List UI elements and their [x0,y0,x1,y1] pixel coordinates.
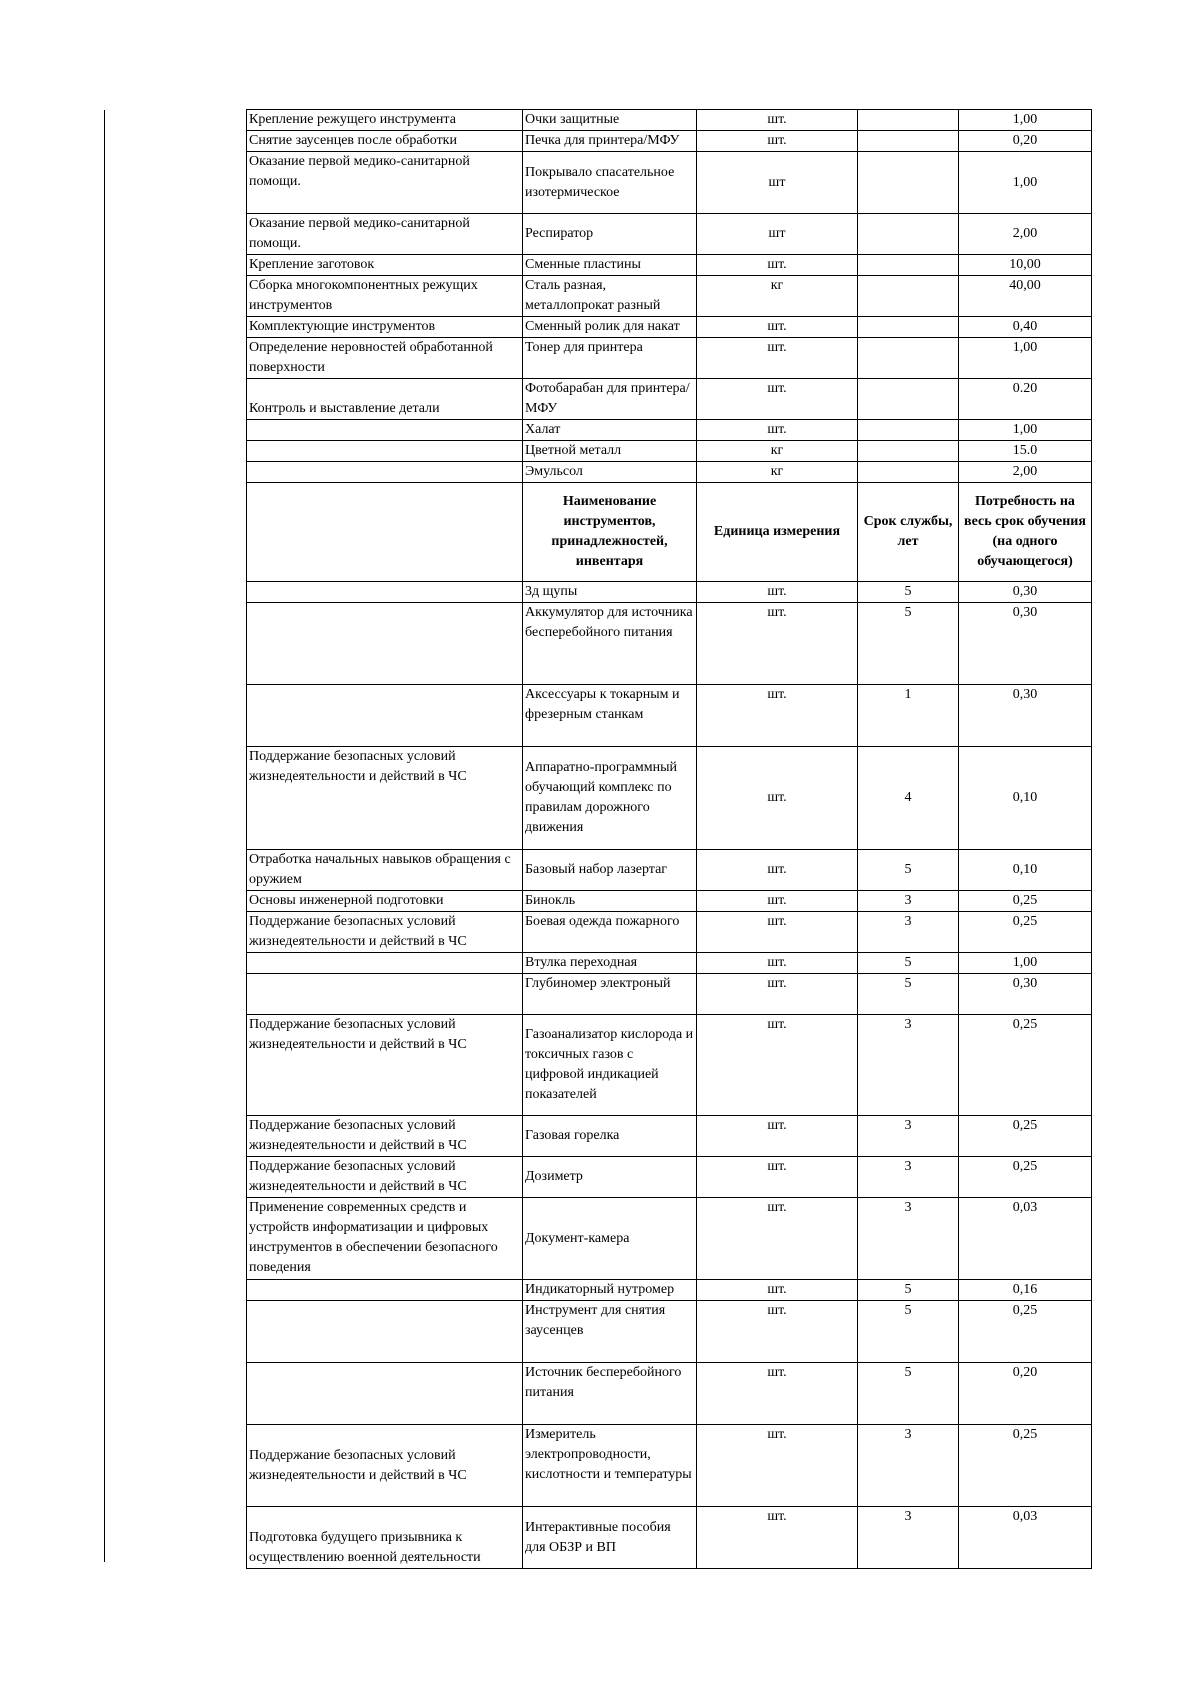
term-cell [858,441,959,462]
need-cell: 0,25 [959,891,1092,912]
unit-cell: шт. [697,603,858,685]
unit-cell: шт. [697,582,858,603]
term-cell: 3 [858,1015,959,1116]
use-cell [247,441,523,462]
need-cell: 1,00 [959,420,1092,441]
use-cell: Комплектующие инструментов [247,317,523,338]
item-cell: Покрывало спасательное изотермическое [523,152,697,214]
table-row [247,974,1092,1015]
table-row [247,582,1092,603]
term-cell: 5 [858,1280,959,1301]
item-cell: Глубиномер электроный [523,974,697,1015]
use-cell: Подготовка будущего призывника к осуществлению военной деятельности [247,1507,523,1569]
unit-cell: шт. [697,685,858,747]
table-row [247,420,1092,441]
use-cell: Поддержание безопасных условий жизнедеятельности и действий в ЧС [247,1157,523,1198]
item-cell: Цветной металл [523,441,697,462]
term-cell [858,255,959,276]
need-cell: 1,00 [959,110,1092,131]
item-cell: Аппаратно-программный обучающий комплекс по правилам дорожного движения [523,747,697,850]
use-cell: Определение неровностей обработанной поверхности [247,338,523,379]
term-cell [858,152,959,214]
item-cell: Респиратор [523,214,697,255]
item-cell: Газовая горелка [523,1116,697,1157]
unit-cell: шт. [697,912,858,953]
use-cell: Контроль и выставление детали [247,379,523,420]
use-cell [247,462,523,483]
unit-cell: шт. [697,1198,858,1280]
item-cell: Аккумулятор для источника бесперебойного питания [523,603,697,685]
term-cell: 5 [858,1301,959,1363]
term-cell [858,462,959,483]
equipment-table [246,109,1092,1569]
need-cell: 0,25 [959,1157,1092,1198]
item-cell: Сталь разная, металлопрокат разный [523,276,697,317]
table-row [247,255,1092,276]
item-cell: Эмульсол [523,462,697,483]
item-cell: 3д щупы [523,582,697,603]
unit-cell: шт. [697,850,858,891]
item-cell: Источник бесперебойного питания [523,1363,697,1425]
unit-cell: шт. [697,338,858,379]
unit-cell: шт. [697,379,858,420]
term-cell: 3 [858,912,959,953]
table-row [247,276,1092,317]
use-cell: Оказание первой медико-санитарной помощи. [247,214,523,255]
need-cell: 0,30 [959,685,1092,747]
need-cell: 0,25 [959,1425,1092,1507]
need-cell: 0,03 [959,1507,1092,1569]
term-cell: 5 [858,850,959,891]
use-cell [247,1301,523,1363]
term-cell: 3 [858,1116,959,1157]
need-cell: 1,00 [959,338,1092,379]
header-term: Срок службы, лет [858,483,959,582]
term-cell: 5 [858,974,959,1015]
term-cell: 3 [858,1157,959,1198]
use-cell [247,420,523,441]
need-cell: 2,00 [959,462,1092,483]
need-cell: 40,00 [959,276,1092,317]
need-cell: 0,25 [959,1015,1092,1116]
table-row [247,441,1092,462]
item-cell: Инструмент для снятия заусенцев [523,1301,697,1363]
table-row [247,747,1092,850]
term-cell: 5 [858,953,959,974]
header-name: Наименование инструментов, принадлежностей, инвентаря [523,483,697,582]
unit-cell: шт. [697,747,858,850]
table-row [247,912,1092,953]
need-cell: 0,30 [959,974,1092,1015]
term-cell [858,379,959,420]
table-row [247,379,1092,420]
unit-cell: кг [697,441,858,462]
need-cell: 0,16 [959,1280,1092,1301]
unit-cell: шт [697,152,858,214]
term-cell [858,317,959,338]
table-row [247,1015,1092,1116]
item-cell: Бинокль [523,891,697,912]
item-cell: Фотобарабан для принтера/ МФУ [523,379,697,420]
use-cell: Сборка многокомпонентных режущих инструментов [247,276,523,317]
need-cell: 2,00 [959,214,1092,255]
table-row [247,462,1092,483]
need-cell: 0,10 [959,747,1092,850]
unit-cell: шт. [697,891,858,912]
item-cell: Документ-камера [523,1198,697,1280]
table-row [247,1198,1092,1280]
table-row [247,953,1092,974]
item-cell: Индикаторный нутромер [523,1280,697,1301]
table-row [247,131,1092,152]
use-cell [247,685,523,747]
need-cell: 0,25 [959,1301,1092,1363]
unit-cell: шт. [697,953,858,974]
use-cell: Применение современных средств и устройств информатизации и цифровых инструментов в обеспечении безопасного поведения [247,1198,523,1280]
use-cell [247,582,523,603]
term-cell [858,338,959,379]
item-cell: Халат [523,420,697,441]
item-cell: Очки защитные [523,110,697,131]
need-cell: 0,03 [959,1198,1092,1280]
unit-cell: шт. [697,110,858,131]
table-row [247,214,1092,255]
term-cell: 3 [858,891,959,912]
use-cell [247,603,523,685]
item-cell: Дозиметр [523,1157,697,1198]
unit-cell: кг [697,462,858,483]
item-cell: Газоанализатор кислорода и токсичных газов с цифровой индикацией показателей [523,1015,697,1116]
table-row [247,317,1092,338]
table-row [247,891,1092,912]
item-cell: Аксессуары к токарным и фрезерным станкам [523,685,697,747]
item-cell: Втулка переходная [523,953,697,974]
page-margin-line [104,110,105,1562]
need-cell: 0,10 [959,850,1092,891]
need-cell: 0,20 [959,1363,1092,1425]
table-row [247,850,1092,891]
unit-cell: шт. [697,1157,858,1198]
term-cell: 5 [858,1363,959,1425]
item-cell: Тонер для принтера [523,338,697,379]
table-row [247,1116,1092,1157]
table-row [247,1157,1092,1198]
need-cell: 0.20 [959,379,1092,420]
item-cell: Печка для принтера/МФУ [523,131,697,152]
term-cell [858,276,959,317]
use-cell: Поддержание безопасных условий жизнедеятельности и действий в ЧС [247,747,523,850]
use-cell: Поддержание безопасных условий жизнедеятельности и действий в ЧС [247,1116,523,1157]
term-cell [858,420,959,441]
header-empty-cell [247,483,523,582]
use-cell: Основы инженерной подготовки [247,891,523,912]
table-row [247,152,1092,214]
need-cell: 0,25 [959,912,1092,953]
use-cell [247,1280,523,1301]
need-cell: 1,00 [959,953,1092,974]
use-cell: Крепление заготовок [247,255,523,276]
item-cell: Сменные пластины [523,255,697,276]
use-cell: Снятие заусенцев после обработки [247,131,523,152]
use-cell: Отработка начальных навыков обращения с оружием [247,850,523,891]
term-cell: 5 [858,603,959,685]
header-unit: Единица измерения [697,483,858,582]
use-cell: Поддержание безопасных условий жизнедеятельности и действий в ЧС [247,1425,523,1507]
use-cell: Крепление режущего инструмента [247,110,523,131]
unit-cell: кг [697,276,858,317]
use-cell: Поддержание безопасных условий жизнедеятельности и действий в ЧС [247,1015,523,1116]
use-cell: Оказание первой медико-санитарной помощи. [247,152,523,214]
term-cell: 3 [858,1507,959,1569]
unit-cell: шт. [697,317,858,338]
need-cell: 0,30 [959,603,1092,685]
unit-cell: шт. [697,1280,858,1301]
term-cell [858,110,959,131]
table-row [247,338,1092,379]
unit-cell: шт [697,214,858,255]
table-row [247,603,1092,685]
header-need: Потребность на весь срок обучения (на одного обучающегося) [959,483,1092,582]
unit-cell: шт. [697,1116,858,1157]
item-cell: Боевая одежда пожарного [523,912,697,953]
item-cell: Базовый набор лазертаг [523,850,697,891]
need-cell: 0,20 [959,131,1092,152]
term-cell [858,214,959,255]
use-cell: Поддержание безопасных условий жизнедеятельности и действий в ЧС [247,912,523,953]
need-cell: 0,40 [959,317,1092,338]
term-cell: 5 [858,582,959,603]
term-cell: 4 [858,747,959,850]
unit-cell: шт. [697,1363,858,1425]
unit-cell: шт. [697,1301,858,1363]
unit-cell: шт. [697,1425,858,1507]
term-cell [858,131,959,152]
unit-cell: шт. [697,974,858,1015]
need-cell: 0,25 [959,1116,1092,1157]
item-cell: Интерактивные пособия для ОБЗР и ВП [523,1507,697,1569]
unit-cell: шт. [697,420,858,441]
need-cell: 1,00 [959,152,1092,214]
unit-cell: шт. [697,1015,858,1116]
term-cell: 3 [858,1198,959,1280]
table-row [247,110,1092,131]
item-cell: Сменный ролик для накат [523,317,697,338]
table-row [247,1425,1092,1507]
need-cell: 10,00 [959,255,1092,276]
term-cell: 1 [858,685,959,747]
item-cell: Измеритель электропроводности, кислотности и температуры [523,1425,697,1507]
use-cell [247,974,523,1015]
table-row [247,1363,1092,1425]
unit-cell: шт. [697,131,858,152]
table-row [247,685,1092,747]
term-cell: 3 [858,1425,959,1507]
table-header-row [247,483,1092,582]
need-cell: 0,30 [959,582,1092,603]
need-cell: 15.0 [959,441,1092,462]
unit-cell: шт. [697,1507,858,1569]
table-row [247,1507,1092,1569]
use-cell [247,953,523,974]
table-row [247,1301,1092,1363]
use-cell [247,1363,523,1425]
table-row [247,1280,1092,1301]
unit-cell: шт. [697,255,858,276]
